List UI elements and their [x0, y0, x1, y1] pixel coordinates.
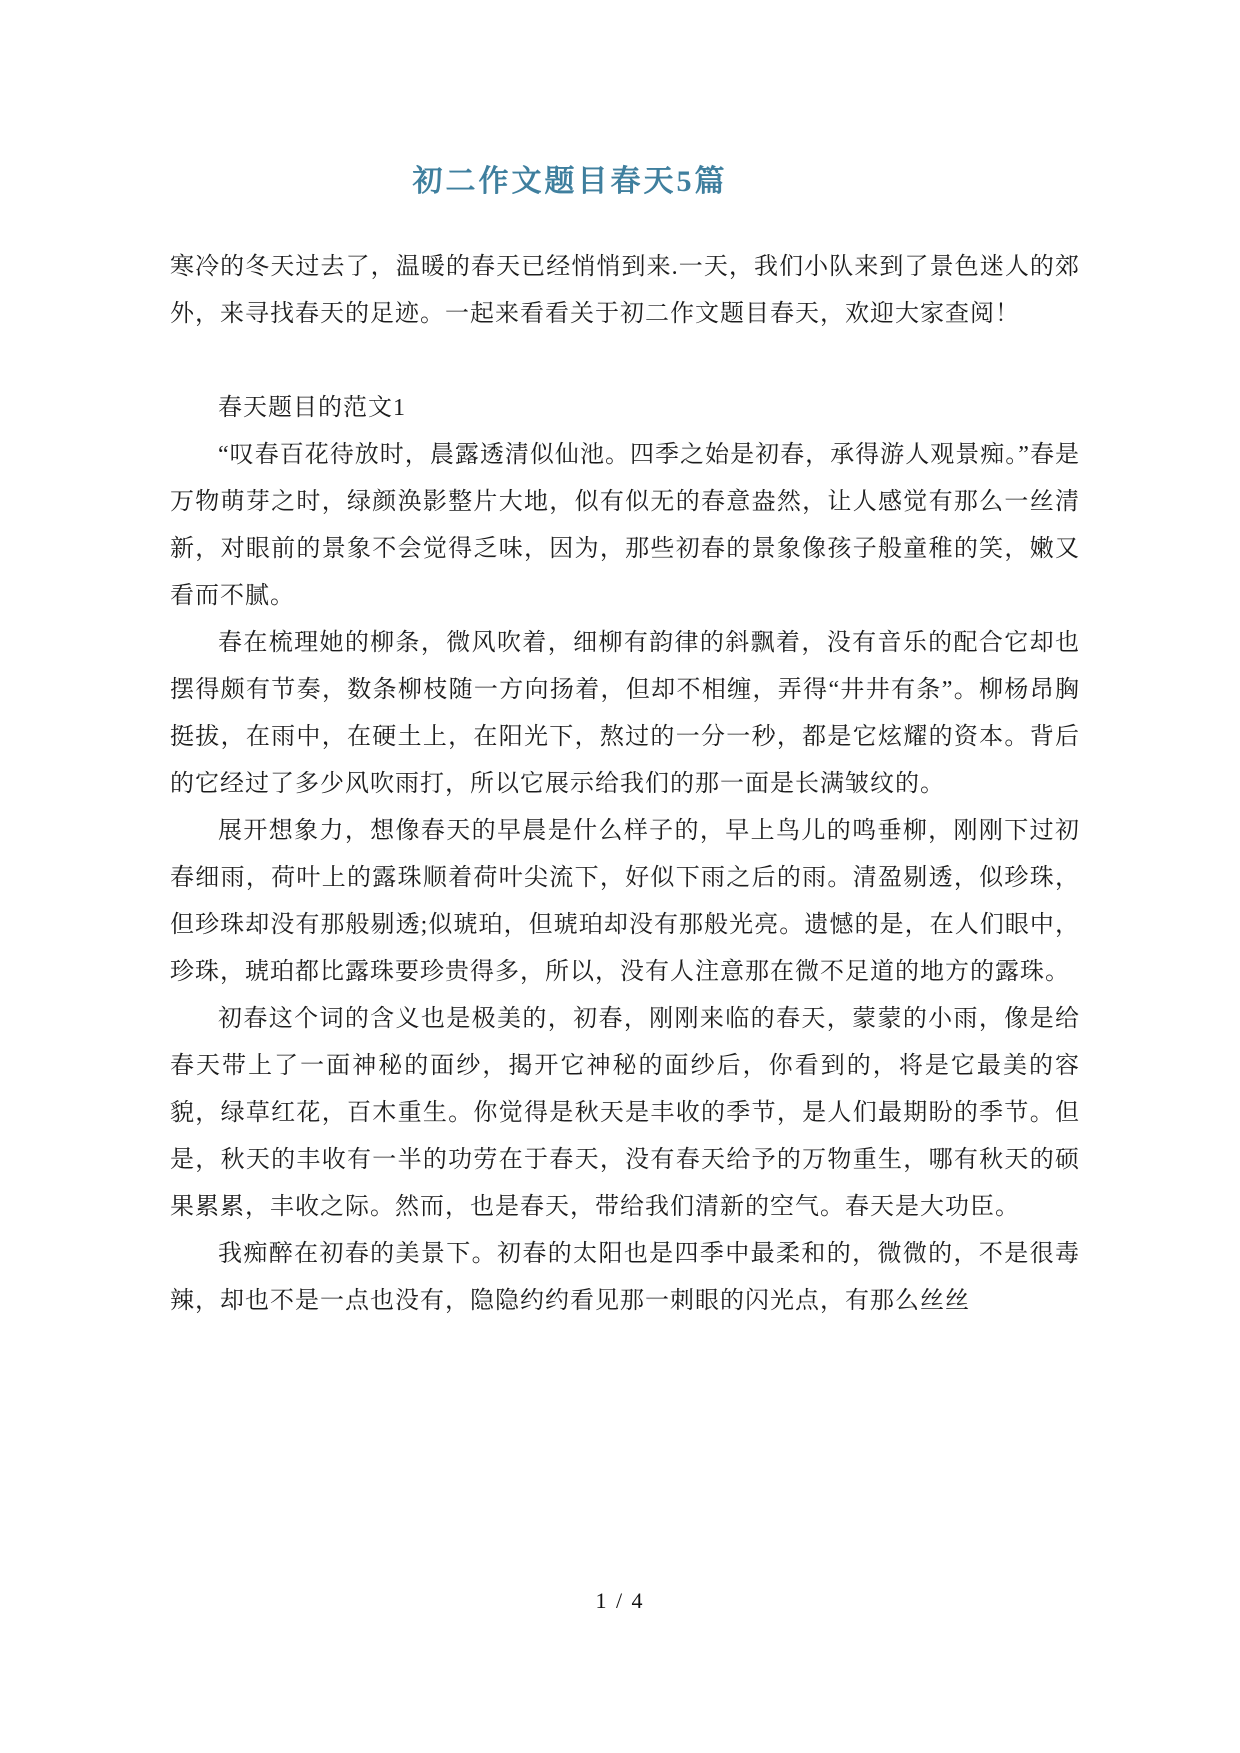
section-heading: 春天题目的范文1 — [218, 395, 406, 421]
essay-paragraph-5: 我痴醉在初春的美景下。初春的太阳也是四季中最柔和的，微微的，不是很毒辣，却也不是一点也没有，隐隐约约看见那一刺眼的闪光点，有那么丝丝 — [170, 1241, 1080, 1314]
page-number: 1 / 4 — [595, 1588, 645, 1613]
essay-paragraph-3: 展开想象力，想像春天的早晨是什么样子的，早上鸟儿的鸣垂柳，刚刚下过初春细雨，荷叶上的露珠顺着荷叶尖流下，好似下雨之后的雨。清盈剔透，似珍珠，但珍珠却没有那般剔透;似琥珀，但琥珀却没有那般光亮。遗憾的是，在人们眼中，珍珠，琥珀都比露珠要珍贵得多，所以，没有人注意那在微不足道的地方的露珠。 — [170, 818, 1080, 985]
document-title: 初二作文题目春天5篇 — [412, 165, 728, 198]
essay-paragraph-4: 初春这个词的含义也是极美的，初春，刚刚来临的春天，蒙蒙的小雨，像是给春天带上了一面神秘的面纱，揭开它神秘的面纱后，你看到的，将是它最美的容貌，绿草红花，百木重生。你觉得是秋天是丰收的季节，是人们最期盼的季节。但是，秋天的丰收有一半的功劳在于春天，没有春天给予的万物重生，哪有秋天的硕果累累，丰收之际。然而，也是春天，带给我们清新的空气。春天是大功臣。 — [170, 1006, 1080, 1220]
essay-paragraph-2: 春在梳理她的柳条，微风吹着，细柳有韵律的斜飘着，没有音乐的配合它却也摆得颇有节奏，数条柳枝随一方向扬着，但却不相缠，弄得“井井有条”。柳杨昂胸挺拔，在雨中，在硬土上，在阳光下，熬过的一分一秒，都是它炫耀的资本。背后的它经过了多少风吹雨打，所以它展示给我们的那一面是长满皱纹的。 — [170, 630, 1080, 797]
intro-paragraph: 寒冷的冬天过去了，温暖的春天已经悄悄到来.一天，我们小队来到了景色迷人的郊外，来寻找春天的足迹。一起来看看关于初二作文题目春天，欢迎大家查阅！ — [170, 254, 1080, 327]
essay-paragraph-1: “叹春百花待放时，晨露透清似仙池。四季之始是初春，承得游人观景痴。”春是万物萌芽之时，绿颜涣影整片大地，似有似无的春意盎然，让人感觉有那么一丝清新，对眼前的景象不会觉得乏味，因为，那些初春的景象像孩子般童稚的笑，嫩又看而不腻。 — [170, 442, 1080, 609]
